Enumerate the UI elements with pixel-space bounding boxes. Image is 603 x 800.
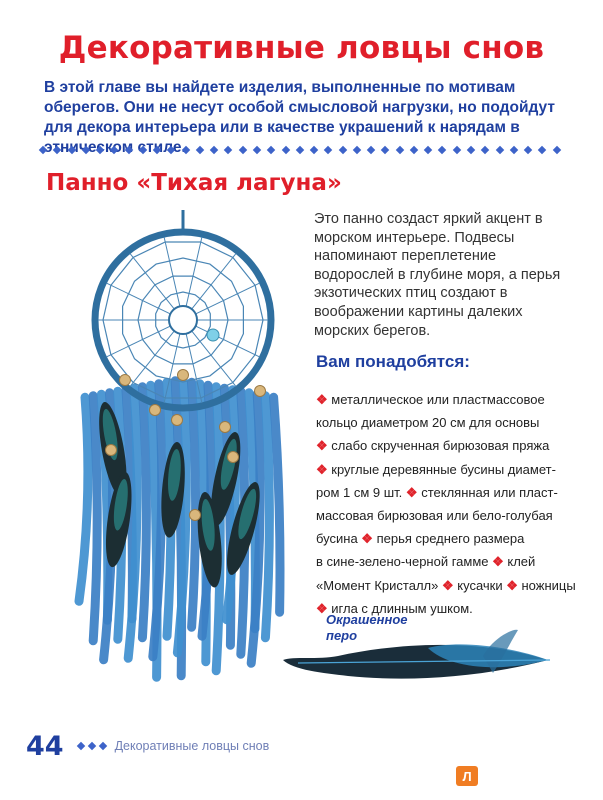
materials-text: ножницы: [521, 577, 576, 593]
dyed-feather-image: [278, 618, 553, 713]
diamond-icon: [367, 146, 375, 154]
dreamcatcher-image: [55, 205, 305, 715]
diamond-icon: [39, 146, 47, 154]
diamond-icon: [196, 146, 204, 154]
materials-text: игла с длинным ушком.: [331, 600, 473, 616]
diamond-icon: [110, 146, 118, 154]
section-title: Панно «Тихая лагуна»: [46, 170, 342, 196]
materials-text: массовая бирюзовая или бело-голубая: [316, 508, 553, 524]
materials-heading: Вам понадобятся:: [316, 352, 470, 371]
yarn-strand: [265, 396, 269, 638]
diamond-icon: [224, 146, 232, 154]
diamond-icon: [267, 146, 275, 154]
bullet-icon: ❖: [316, 461, 332, 477]
diamond-icon: [87, 742, 95, 750]
wooden-bead: [228, 452, 239, 463]
yarn-strand: [93, 396, 97, 641]
publisher-logo-icon: Л: [456, 766, 478, 786]
wooden-bead: [172, 415, 183, 426]
diamond-icon: [124, 146, 132, 154]
wooden-bead: [220, 422, 231, 433]
materials-text: металлическое или пластмассовое: [331, 392, 545, 407]
diamond-icon: [238, 146, 246, 154]
materials-text: кусачки: [457, 577, 507, 593]
materials-text: в сине-зелено-черной гамме: [316, 554, 493, 570]
diamond-icon: [353, 146, 361, 154]
materials-text: стеклянная или пласт-: [421, 484, 558, 500]
diamond-icon: [424, 146, 432, 154]
diamond-icon: [167, 146, 175, 154]
diamond-icon: [76, 742, 84, 750]
diamond-icon: [96, 146, 104, 154]
page-number: 44: [26, 730, 64, 762]
page-title: Декоративные ловцы снов: [58, 30, 545, 66]
web-strand: [164, 237, 180, 306]
diamond-icon: [210, 146, 218, 154]
diamond-icon: [53, 146, 61, 154]
bullet-icon: ❖: [316, 392, 332, 407]
bullet-icon: ❖: [316, 438, 332, 454]
feather-caption-line-1: Окрашенное: [326, 612, 408, 627]
materials-line: [316, 388, 591, 411]
wooden-bead: [150, 405, 161, 416]
materials-list: [316, 388, 591, 620]
diamond-icon: [510, 146, 518, 154]
chapter-name: Декоративные ловцы снов: [114, 739, 270, 753]
materials-text: перья среднего размера: [376, 531, 525, 547]
bullet-icon: ❖: [316, 600, 332, 616]
web-strand: [106, 326, 170, 357]
diamond-icon: [538, 146, 546, 154]
page-footer: [26, 726, 586, 766]
diamond-icon: [296, 146, 304, 154]
diamond-icon: [495, 146, 503, 154]
diamond-separator: [40, 145, 560, 155]
materials-text: круглые деревянные бусины диамет-: [331, 461, 556, 477]
bullet-icon: ❖: [361, 531, 377, 547]
diamond-icon: [253, 146, 261, 154]
diamond-icon: [67, 146, 75, 154]
materials-text: клей: [507, 554, 536, 570]
diamond-icon: [139, 146, 147, 154]
diamond-icon: [552, 146, 560, 154]
feather-caption-line-2: перо: [326, 628, 358, 643]
diamond-icon: [98, 742, 106, 750]
intro-paragraph: В этой главе вы найдете изделия, выполненные по мотивам оберегов. Они не несут особой смысловой нагрузки, но подойдут для декора интерьера или в качестве украшений к нарядам в стиле.: [44, 79, 555, 156]
footer-diamonds: [78, 743, 106, 749]
materials-line: [316, 527, 591, 550]
diamond-icon: [181, 146, 189, 154]
diamond-icon: [410, 146, 418, 154]
diamond-icon: [524, 146, 532, 154]
web-strand: [196, 326, 260, 357]
bullet-icon: ❖: [441, 577, 458, 593]
wooden-bead: [178, 370, 189, 381]
materials-text: «Момент Кристалл»: [316, 577, 442, 593]
wooden-bead: [106, 445, 117, 456]
diamond-icon: [467, 146, 475, 154]
glass-bead: [207, 329, 219, 341]
diamond-icon: [82, 146, 90, 154]
diamond-icon: [153, 146, 161, 154]
diamond-icon: [481, 146, 489, 154]
diamond-icon: [310, 146, 318, 154]
materials-line: [316, 574, 591, 597]
bullet-icon: ❖: [492, 554, 508, 570]
yarn-strand: [142, 387, 146, 638]
diamond-icon: [281, 146, 289, 154]
diamond-icon: [395, 146, 403, 154]
web-strand: [106, 283, 170, 314]
materials-line: [316, 434, 591, 457]
materials-line: [316, 504, 591, 527]
materials-text: бусина: [316, 531, 362, 547]
panel-description: Это панно создаст яркий акцент в морском интерьере. Подвесы напоминают переплетение водорослей в глубине моря, а перья экзотических птиц создают в воображении картины далеких морских берегов.: [314, 211, 561, 339]
diamond-icon: [381, 146, 389, 154]
diamond-icon: [452, 146, 460, 154]
materials-text: слабо скрученная бирюзовая пряжа: [331, 438, 550, 454]
diamond-icon: [438, 146, 446, 154]
diamond-icon: [338, 146, 346, 154]
materials-line: [316, 411, 591, 434]
yarn-strand: [79, 397, 88, 601]
yarn-strand: [192, 382, 196, 627]
materials-text: кольцо диаметром 20 см для основы: [316, 415, 540, 431]
wooden-bead: [190, 510, 201, 521]
web-center: [169, 306, 197, 334]
materials-line: [316, 458, 591, 481]
bullet-icon: ❖: [405, 484, 422, 500]
web-strand: [196, 283, 260, 314]
bullet-icon: ❖: [506, 577, 522, 593]
materials-line: [316, 550, 591, 573]
diamond-icon: [324, 146, 332, 154]
yarn-strand: [274, 397, 280, 612]
wooden-bead: [120, 375, 131, 386]
web-strand: [186, 237, 202, 306]
materials-text: ром 1 см 9 шт.: [316, 484, 406, 500]
wooden-bead: [255, 386, 266, 397]
materials-line: [316, 481, 591, 504]
